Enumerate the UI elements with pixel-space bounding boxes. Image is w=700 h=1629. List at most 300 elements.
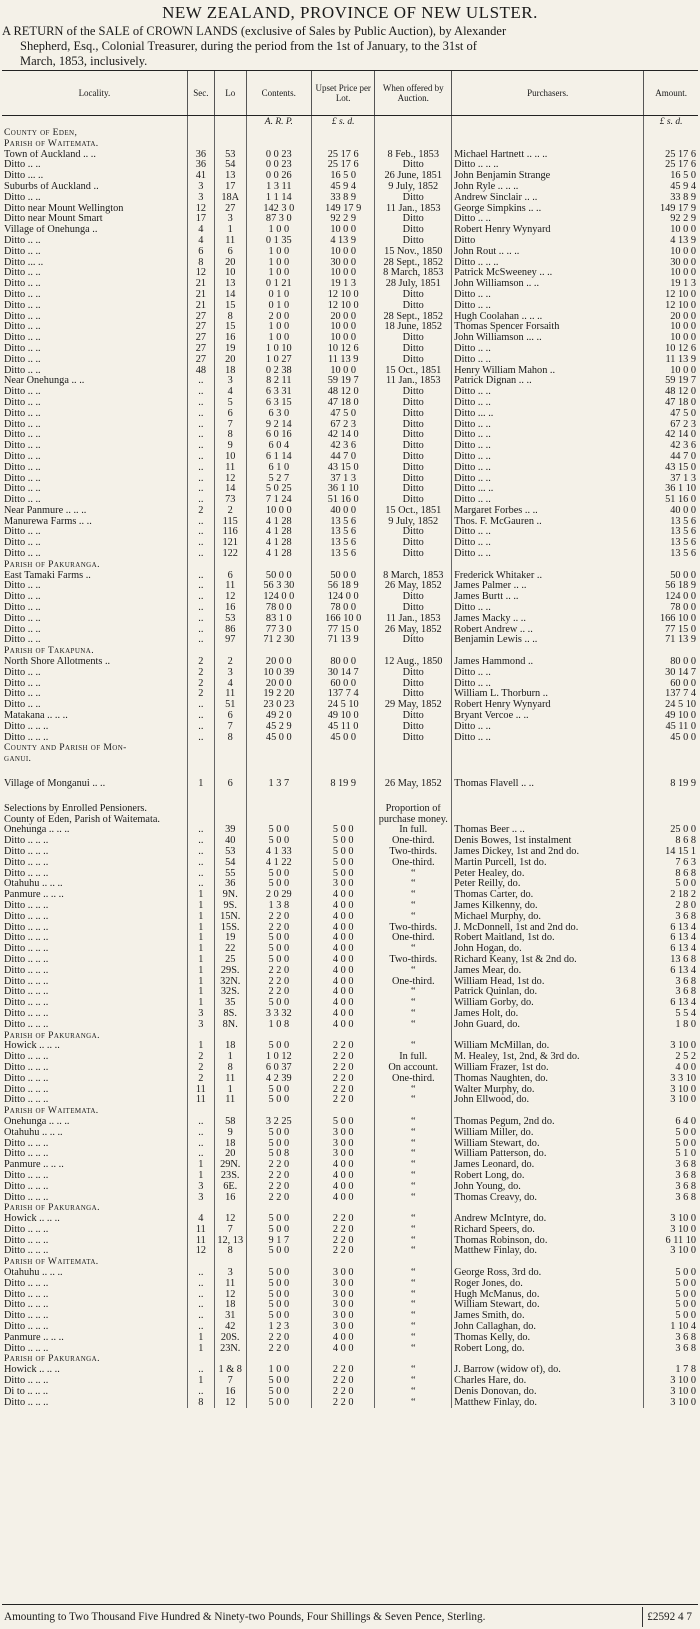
cell-sec: 1 (187, 1333, 214, 1344)
cell-amt: 10 0 0 (644, 333, 698, 344)
cell-pur: Denis Bowes, 1st instalment (452, 836, 644, 847)
table-row (2, 1279, 698, 1290)
cell-up (312, 1106, 375, 1117)
cell-loc: Ditto .. .. (4, 279, 41, 290)
cell-amt: 12 10 0 (644, 290, 698, 301)
cell-sec: 1 (187, 1376, 214, 1387)
table-header-row (2, 71, 698, 116)
cell-up: 45 9 4 (312, 182, 375, 193)
cell-amt: 124 0 0 (644, 592, 698, 603)
cell-sec: .. (187, 733, 214, 744)
cell-up: 4 0 0 (312, 944, 375, 955)
cell-off: “ (375, 1311, 452, 1322)
cell-off: “ (375, 1333, 452, 1344)
cell-sec: 3 (187, 182, 214, 193)
cell-amt: 10 0 0 (644, 366, 698, 377)
cell-con: 5 0 0 (246, 1214, 312, 1225)
cell-amt: 24 5 10 (644, 700, 698, 711)
cell-off: “ (375, 1344, 452, 1355)
cell-amt (644, 1031, 698, 1042)
cell-amt: 42 3 6 (644, 441, 698, 452)
cell-con (246, 128, 312, 139)
cell-lot: 10 (214, 452, 246, 463)
cell-loc: Ditto .. .. (4, 408, 41, 419)
cell-pur: Ditto .. .. (452, 722, 644, 733)
cell-amt: 56 18 9 (644, 581, 698, 592)
cell-amt: 3 6 8 (644, 1344, 698, 1355)
cell-up: 166 10 0 (312, 614, 375, 625)
cell-lot: 29S. (214, 966, 246, 977)
cell-lot: 8 (214, 733, 246, 744)
cell-off: Ditto (375, 355, 452, 366)
cell-sec (187, 1031, 214, 1042)
cell-loc: Parish of Pakuranga. (4, 1203, 100, 1214)
cell-up: 4 0 0 (312, 987, 375, 998)
cell-off: Ditto (375, 711, 452, 722)
table-row (2, 966, 698, 977)
cell-con: 78 0 0 (246, 603, 312, 614)
cell-sec: 8 (187, 258, 214, 269)
cell-lot: 12 (214, 592, 246, 603)
cell-off: 26 May, 1852 (375, 581, 452, 592)
cell-pur: James Leonard, do. (452, 1160, 644, 1171)
subsection-heading-row (2, 804, 698, 815)
cell-pur: James Macky .. .. (452, 614, 644, 625)
cell-amt: 59 19 7 (644, 376, 698, 387)
cell-loc: Onehunga .. .. .. (4, 1116, 70, 1127)
cell-off: 28 Sept., 1852 (375, 258, 452, 269)
cell-lot: 53 (214, 614, 246, 625)
cell-amt: 3 10 0 (644, 1041, 698, 1052)
cell-pur (452, 765, 644, 779)
cell-loc: Ditto .. .. .. (4, 1052, 49, 1063)
cell-off: “ (375, 1236, 452, 1247)
cell-sec (187, 765, 214, 779)
cell-loc: Ditto .. .. (4, 592, 41, 603)
cell-lot: 29N. (214, 1160, 246, 1171)
cell-lot: 53 (214, 150, 246, 161)
cell-off: “ (375, 890, 452, 901)
cell-sec: .. (187, 430, 214, 441)
cell-sec: .. (187, 452, 214, 463)
cell-amt: 3 6 8 (644, 1171, 698, 1182)
section-heading-row (2, 1354, 698, 1365)
cell-up: 3 0 0 (312, 1300, 375, 1311)
cell-loc: County of Eden, (4, 128, 78, 138)
cell-lot: 9S. (214, 901, 246, 912)
column-contents: Contents. (246, 71, 312, 116)
cell-pur: Andrew McIntyre, do. (452, 1214, 644, 1225)
cell-up: 48 12 0 (312, 387, 375, 398)
cell-amt: 6 4 0 (644, 1117, 698, 1128)
table-row (2, 977, 698, 988)
cell-up: 10 0 0 (312, 366, 375, 377)
cell-off: Ditto (375, 301, 452, 312)
table-row (2, 722, 698, 733)
table-row (2, 150, 698, 161)
cell-amt: 2 8 0 (644, 901, 698, 912)
cell-con: 0 2 38 (246, 366, 312, 377)
cell-lot: 18A (214, 193, 246, 204)
cell-amt (644, 139, 698, 150)
cell-up: 2 2 0 (312, 1398, 375, 1409)
cell-loc: Ditto .. .. .. (4, 944, 49, 955)
cell-loc: Ditto .. .. .. (4, 1008, 49, 1019)
cell-lot: 13 (214, 279, 246, 290)
cell-lot: 121 (214, 538, 246, 549)
cell-pur: Matthew Finlay, do. (452, 1246, 644, 1257)
cell-con: 2 2 0 (246, 923, 312, 934)
cell-up: 4 0 0 (312, 1160, 375, 1171)
cell-loc: Ditto .. .. (4, 549, 41, 560)
cell-lot: 4 (214, 387, 246, 398)
cell-con: 6 3 0 (246, 409, 312, 420)
cell-sec: .. (187, 398, 214, 409)
cell-amt: 48 12 0 (644, 387, 698, 398)
cell-up: 59 19 7 (312, 376, 375, 387)
cell-up (312, 1354, 375, 1365)
table-row (2, 635, 698, 646)
cell-amt: 10 0 0 (644, 225, 698, 236)
cell-sec: 27 (187, 344, 214, 355)
cell-off: Ditto (375, 387, 452, 398)
cell-lot: 116 (214, 527, 246, 538)
cell-lot: 12 (214, 474, 246, 485)
cell-pur: Michael Murphy, do. (452, 912, 644, 923)
cell-con (246, 754, 312, 765)
cell-con: 5 0 0 (246, 1139, 312, 1150)
column-locality: Locality. (2, 71, 187, 116)
table-row (2, 711, 698, 722)
cell-lot: 11 (214, 236, 246, 247)
cell-up: 5 0 0 (312, 869, 375, 880)
table-row (2, 836, 698, 847)
cell-sec: .. (187, 409, 214, 420)
table-row (2, 668, 698, 679)
cell-off: On account. (375, 1063, 452, 1074)
cell-lot: 1 & 8 (214, 1365, 246, 1376)
cell-sec: 2 (187, 1074, 214, 1085)
cell-up: 40 0 0 (312, 506, 375, 517)
cell-pur: Margaret Forbes .. .. (452, 506, 644, 517)
cell-amt (644, 1203, 698, 1214)
cell-pur: Peter Reilly, do. (452, 879, 644, 890)
table-row (2, 214, 698, 225)
cell-off: 15 Oct., 1851 (375, 506, 452, 517)
cell-amt: 4 13 9 (644, 236, 698, 247)
cell-con: 2 0 0 (246, 312, 312, 323)
cell-sec: 2 (187, 1063, 214, 1074)
cell-up: 2 2 0 (312, 1074, 375, 1085)
cell-loc: Ditto .. .. (4, 160, 41, 171)
cell-pur: William Patterson, do. (452, 1149, 644, 1160)
cell-amt: 5 0 0 (644, 879, 698, 890)
cell-pur: Ditto .. .. (452, 420, 644, 431)
cell-lot: 8 (214, 312, 246, 323)
document-intro (0, 24, 700, 70)
cell-con: 1 0 12 (246, 1052, 312, 1063)
cell-lot: 39 (214, 825, 246, 836)
section-heading-row (2, 646, 698, 657)
cell-loc: Parish of Pakuranga. (4, 1030, 100, 1041)
cell-pur (452, 128, 644, 139)
cell-con: 5 0 0 (246, 879, 312, 890)
table-row (2, 312, 698, 323)
cell-con: 45 0 0 (246, 733, 312, 744)
cell-amt: 5 5 4 (644, 1009, 698, 1020)
cell-loc: Ditto .. .. .. (4, 1073, 49, 1084)
cell-amt: 3 6 8 (644, 987, 698, 998)
cell-loc: Ditto .. .. (4, 343, 41, 354)
cell-amt: 10 0 0 (644, 268, 698, 279)
cell-off (375, 560, 452, 571)
cell-lot (214, 1031, 246, 1042)
cell-lot: 6 (214, 247, 246, 258)
cell-up: 3 0 0 (312, 1322, 375, 1333)
cell-off: One-third. (375, 933, 452, 944)
cell-lot: 42 (214, 1322, 246, 1333)
cell-amt (644, 1354, 698, 1365)
cell-off: Two-thirds. (375, 923, 452, 934)
cell-sec: .. (187, 1268, 214, 1279)
cell-loc: Ditto .. .. (4, 430, 41, 441)
cell-off: “ (375, 1225, 452, 1236)
cell-off: “ (375, 1009, 452, 1020)
cell-loc: Ditto .. .. .. (4, 1019, 49, 1030)
table-row (2, 1344, 698, 1355)
table-row (2, 779, 698, 790)
cell-lot: 36 (214, 879, 246, 890)
crown-lands-return-table (2, 70, 698, 1408)
cell-up (312, 128, 375, 139)
cell-loc: Ditto .. .. (4, 354, 41, 365)
table-row (2, 247, 698, 258)
cell-off: “ (375, 1128, 452, 1139)
cell-loc: Village of Onehunga .. (4, 225, 98, 236)
cell-lot: 35 (214, 998, 246, 1009)
cell-loc: Otahuhu .. .. .. (4, 879, 63, 890)
cell-lot: 8 (214, 1246, 246, 1257)
cell-lot (214, 765, 246, 779)
cell-lot (214, 804, 246, 815)
cell-con: 1 3 11 (246, 182, 312, 193)
cell-off: 28 July, 1851 (375, 279, 452, 290)
table-row (2, 484, 698, 495)
cell-sec: 2 (187, 657, 214, 668)
cell-loc: Ditto .. .. .. (4, 922, 49, 933)
cell-sec: .. (187, 603, 214, 614)
cell-con: 6 0 4 (246, 441, 312, 452)
cell-sec: .. (187, 474, 214, 485)
cell-con: 5 0 0 (246, 998, 312, 1009)
cell-lot: 115 (214, 517, 246, 528)
table-row (2, 301, 698, 312)
cell-lot: 2 (214, 657, 246, 668)
cell-con: 2 2 0 (246, 1344, 312, 1355)
cell-lot: 8N. (214, 1020, 246, 1031)
cell-lot: 97 (214, 635, 246, 646)
cell-pur: Thomas Creavy, do. (452, 1193, 644, 1204)
cell-amt: 6 11 10 (644, 1236, 698, 1247)
table-row (2, 517, 698, 528)
cell-con: 2 0 29 (246, 890, 312, 901)
cell-off: “ (375, 912, 452, 923)
cell-amt (644, 560, 698, 571)
cell-con: 87 3 0 (246, 214, 312, 225)
cell-amt: 8 19 9 (644, 779, 698, 790)
cell-sec (187, 560, 214, 571)
cell-up: 13 5 6 (312, 527, 375, 538)
cell-pur: Ditto .. .. (452, 474, 644, 485)
cell-sec: .. (187, 1365, 214, 1376)
cell-sec: 1 (187, 901, 214, 912)
cell-off: 11 Jan., 1853 (375, 376, 452, 387)
cell-up: 4 0 0 (312, 933, 375, 944)
table-row (2, 333, 698, 344)
cell-pur: Frederick Whitaker .. (452, 571, 644, 582)
cell-up: 80 0 0 (312, 657, 375, 668)
cell-amt: 14 15 1 (644, 847, 698, 858)
cell-loc: Ditto .. .. .. (4, 987, 49, 998)
table-row (2, 944, 698, 955)
cell-amt: 6 13 4 (644, 998, 698, 1009)
section-heading-row (2, 1106, 698, 1117)
cell-amt: 25 17 6 (644, 150, 698, 161)
cell-up: 56 18 9 (312, 581, 375, 592)
cell-up: 2 2 0 (312, 1085, 375, 1096)
cell-pur: James Kilkenny, do. (452, 901, 644, 912)
cell-lot: 11 (214, 463, 246, 474)
cell-pur: Thomas Pegum, 2nd do. (452, 1117, 644, 1128)
cell-pur: Richard Speers, do. (452, 1225, 644, 1236)
table-row (2, 1387, 698, 1398)
cell-loc: Ditto .. .. (4, 462, 41, 473)
cell-amt: 33 8 9 (644, 193, 698, 204)
cell-con: 5 0 0 (246, 955, 312, 966)
cell-loc: Di to .. .. .. (4, 1386, 49, 1397)
cell-lot: 18 (214, 366, 246, 377)
cell-lot: 11 (214, 1279, 246, 1290)
cell-con: 1 2 3 (246, 1322, 312, 1333)
table-row (2, 1246, 698, 1257)
cell-amt: 10 0 0 (644, 247, 698, 258)
cell-amt: 20 0 0 (644, 312, 698, 323)
cell-off: “ (375, 1193, 452, 1204)
cell-con: 9 2 14 (246, 420, 312, 431)
cell-amt: 1 7 8 (644, 1365, 698, 1376)
cell-sec: .. (187, 1149, 214, 1160)
cell-sec: .. (187, 836, 214, 847)
cell-up: 4 0 0 (312, 923, 375, 934)
cell-sec: .. (187, 847, 214, 858)
table-row (2, 987, 698, 998)
cell-sec: .. (187, 441, 214, 452)
cell-off: In full. (375, 825, 452, 836)
cell-off (375, 790, 452, 804)
cell-up: 25 17 6 (312, 160, 375, 171)
cell-off: Ditto (375, 495, 452, 506)
cell-loc: Matakana .. .. .. (4, 711, 68, 722)
cell-lot: 12 (214, 1214, 246, 1225)
cell-off: 8 March, 1853 (375, 571, 452, 582)
cell-pur: Thomas Beer .. .. (452, 825, 644, 836)
cell-off (375, 1354, 452, 1365)
cell-pur: James Holt, do. (452, 1009, 644, 1020)
cell-up: 4 0 0 (312, 1009, 375, 1020)
cell-amt: 3 6 8 (644, 912, 698, 923)
cell-loc: Ditto .. .. (4, 603, 41, 614)
cell-lot: 31 (214, 1311, 246, 1322)
cell-loc: North Shore Allotments .. (4, 657, 111, 668)
cell-off: “ (375, 1041, 452, 1052)
cell-up: 3 0 0 (312, 1128, 375, 1139)
cell-loc: Parish of Pakuranga. (4, 1354, 100, 1365)
cell-amt: 30 0 0 (644, 258, 698, 269)
cell-up: 8 19 9 (312, 779, 375, 790)
cell-up: 12 10 0 (312, 290, 375, 301)
cell-off (375, 1031, 452, 1042)
cell-off: 9 July, 1852 (375, 182, 452, 193)
section-heading-row (2, 743, 698, 754)
cell-pur: Robert Long, do. (452, 1171, 644, 1182)
cell-lot: 23N. (214, 1344, 246, 1355)
cell-amt: 45 0 0 (644, 733, 698, 744)
cell-up: 2 2 0 (312, 1236, 375, 1247)
cell-lot: 6E. (214, 1182, 246, 1193)
cell-lot: 1 (214, 225, 246, 236)
table-row (2, 1139, 698, 1150)
table-row (2, 366, 698, 377)
cell-loc: Ditto .. .. .. (4, 1181, 49, 1192)
cell-off: One-third. (375, 1074, 452, 1085)
cell-off: Ditto (375, 668, 452, 679)
cell-lot: 5 (214, 398, 246, 409)
cell-lot: 20 (214, 1149, 246, 1160)
cell-off: “ (375, 1020, 452, 1031)
cell-lot: 6 (214, 779, 246, 790)
table-row (2, 182, 698, 193)
cell-con: 2 2 0 (246, 1171, 312, 1182)
cell-loc: Ditto .. .. .. (4, 1084, 49, 1095)
column-amount: Amount. (644, 71, 698, 116)
cell-sec: .. (187, 614, 214, 625)
cell-amt: 4 0 0 (644, 1063, 698, 1074)
cell-amt: 5 0 0 (644, 1290, 698, 1301)
cell-off: Ditto (375, 344, 452, 355)
cell-off: 26 June, 1851 (375, 171, 452, 182)
cell-loc (2, 765, 187, 779)
cell-loc: Ditto .. .. .. (4, 1095, 49, 1106)
cell-loc: Ditto .. .. .. (4, 1192, 49, 1203)
cell-off: 12 Aug., 1850 (375, 657, 452, 668)
cell-loc: Ditto .. .. (4, 268, 41, 279)
cell-loc: Ditto .. .. .. (4, 847, 49, 857)
cell-loc: Ditto .. .. (4, 495, 41, 506)
cell-sec: 36 (187, 150, 214, 161)
table-row (2, 495, 698, 506)
cell-lot: 122 (214, 549, 246, 560)
cell-sec: 27 (187, 322, 214, 333)
cell-lot: 25 (214, 955, 246, 966)
cell-con: 4 1 28 (246, 527, 312, 538)
cell-loc: Ditto .. .. (4, 322, 41, 333)
cell-con: 0 1 0 (246, 290, 312, 301)
cell-con: 7 1 24 (246, 495, 312, 506)
cell-lot: 14 (214, 484, 246, 495)
cell-amt: 6 13 4 (644, 944, 698, 955)
cell-off: Two-thirds. (375, 955, 452, 966)
cell-up: 49 10 0 (312, 711, 375, 722)
